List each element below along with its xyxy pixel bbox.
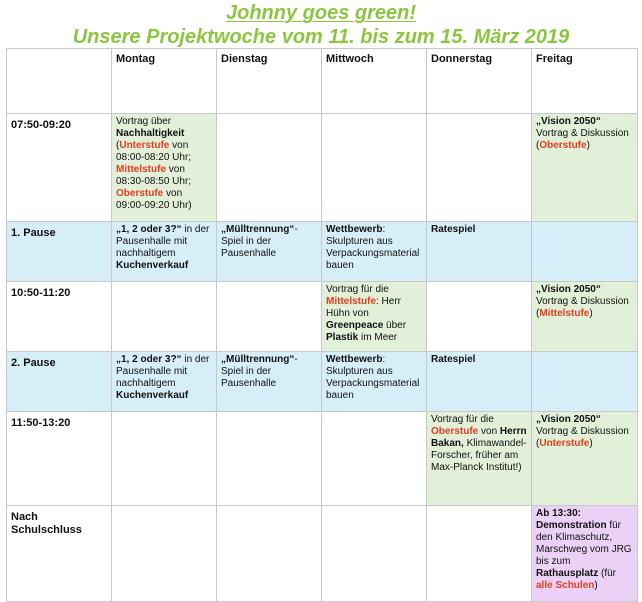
schedule-cell [532,352,638,412]
time-label: 2. Pause [7,352,112,412]
schedule-cell [112,412,217,506]
schedule-cell: „Vision 2050“ Vortrag & Diskussion (Mittelstufe) [532,282,638,352]
schedule-cell: „Mülltrennung“-Spiel in der Pausenhalle [217,352,322,412]
header-day: Montag [112,49,217,114]
schedule-cell: Ab 13:30: Demonstration für den Klimaschutz, Marschweg vom JRG bis zum Rathausplatz (für alle Schulen) [532,506,638,602]
time-label: Nach Schulschluss [7,506,112,602]
schedule-cell [322,412,427,506]
header-day: Donnerstag [427,49,532,114]
table-row [7,506,638,602]
schedule-cell [322,506,427,602]
table-row [7,222,638,282]
time-label: 07:50-09:20 [7,114,112,222]
schedule-cell [427,282,532,352]
header-corner [7,49,112,114]
page-subtitle: Unsere Projektwoche vom 11. bis zum 15. März 2019 [72,26,570,48]
schedule-cell [217,412,322,506]
table-row [7,114,638,222]
schedule-cell: „1, 2 oder 3?“ in der Pausenhalle mit nachhaltigem Kuchenverkauf [112,222,217,282]
time-label: 1. Pause [7,222,112,282]
schedule-cell: „Vision 2050“ Vortrag & Diskussion (Oberstufe) [532,114,638,222]
schedule-cell [532,222,638,282]
header-day: Freitag [532,49,638,114]
schedule-cell [217,114,322,222]
page-title: Johnny goes green! [225,2,417,24]
time-label: 10:50-11:20 [7,282,112,352]
schedule-cell: Vortrag für die Mittelstufe: Herr Hühn von Greenpeace über Plastik im Meer [322,282,427,352]
table-row [7,352,638,412]
schedule-cell: „Vision 2050“ Vortrag & Diskussion (Unterstufe) [532,412,638,506]
schedule-cell [112,506,217,602]
schedule-cell: Wettbewerb: Skulpturen aus Verpackungsmaterial bauen [322,352,427,412]
schedule-cell: Wettbewerb: Skulpturen aus Verpackungsmaterial bauen [322,222,427,282]
schedule-cell: Vortrag über Nachhaltigkeit (Unterstufe von 08:00-08:20 Uhr; Mittelstufe von 08:30-08:50 Uhr; Oberstufe von 09:00-09:20 Uhr) [112,114,217,222]
header-day: Dienstag [217,49,322,114]
table-header-row [7,49,638,114]
schedule-cell [427,114,532,222]
schedule-cell [322,114,427,222]
header [0,1,642,49]
schedule-cell [427,506,532,602]
schedule-cell: „Mülltrennung“-Spiel in der Pausenhalle [217,222,322,282]
time-label: 11:50-13:20 [7,412,112,506]
schedule-cell [217,506,322,602]
schedule-cell [112,282,217,352]
header-day: Mittwoch [322,49,427,114]
schedule-table [6,48,638,602]
schedule-cell: „1, 2 oder 3?“ in der Pausenhalle mit nachhaltigem Kuchenverkauf [112,352,217,412]
table-row [7,412,638,506]
schedule-cell: Vortrag für die Oberstufe von Herrn Bakan, Klimawandel-Forscher, früher am Max-Planck Institut!) [427,412,532,506]
schedule-cell: Ratespiel [427,222,532,282]
schedule-cell [217,282,322,352]
table-row [7,282,638,352]
schedule-cell: Ratespiel [427,352,532,412]
